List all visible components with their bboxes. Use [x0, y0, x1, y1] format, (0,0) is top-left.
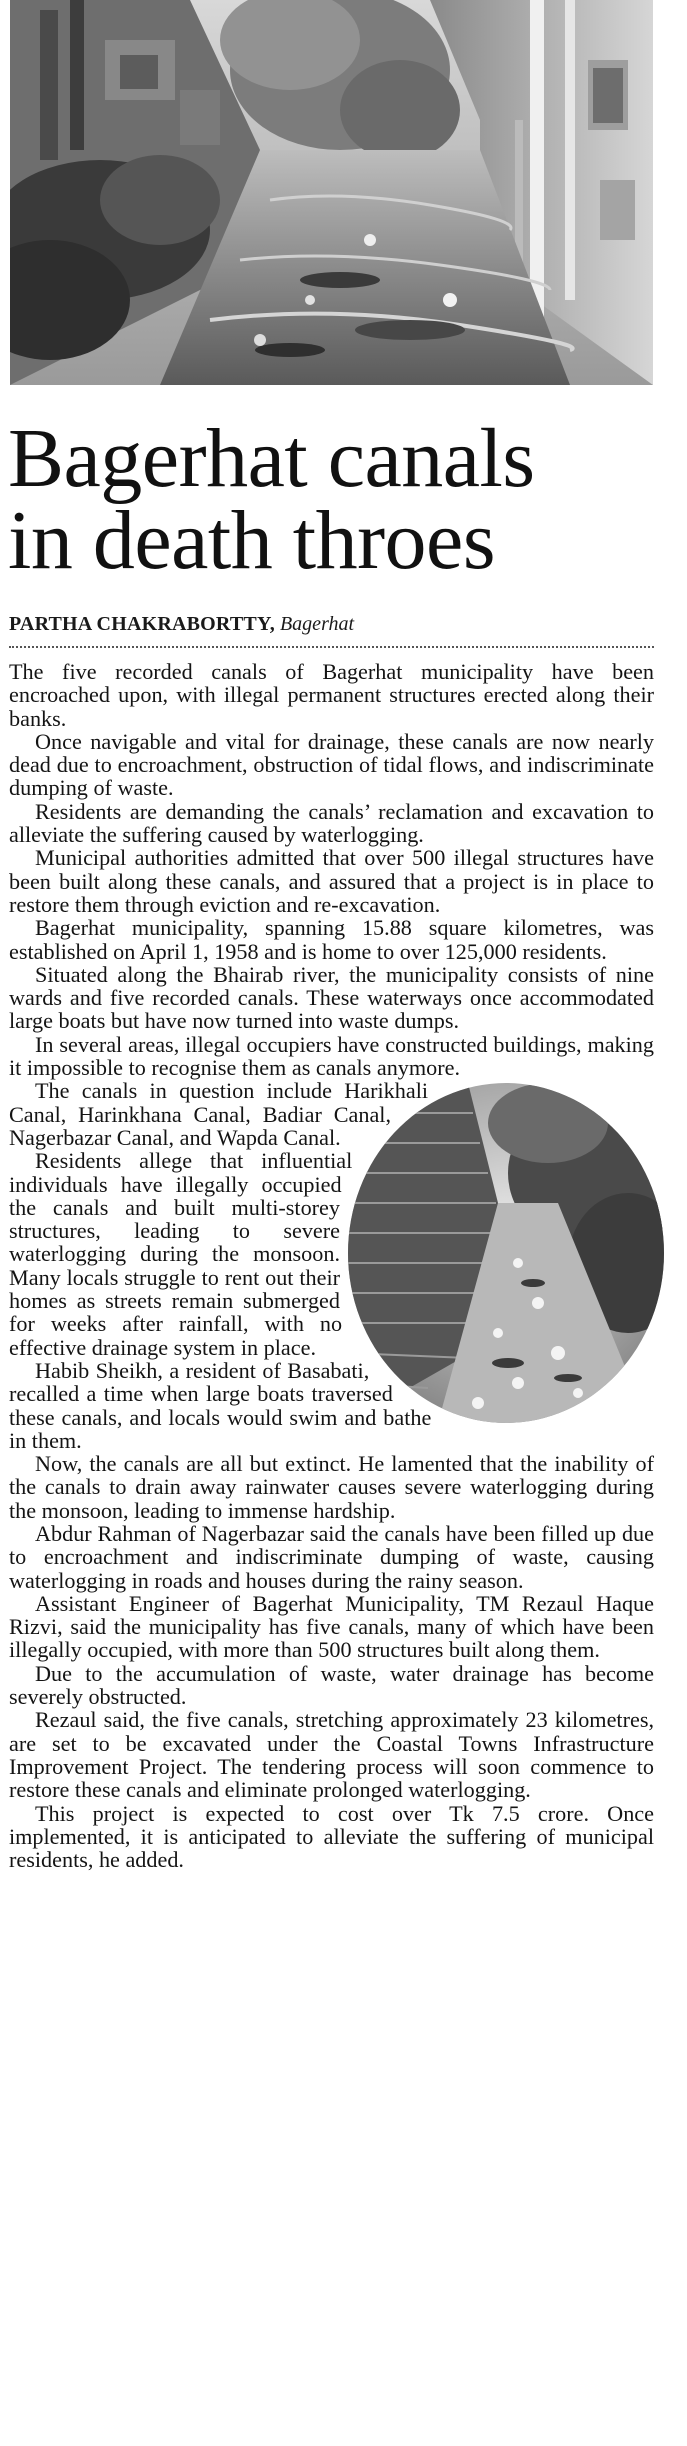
- article-paragraph: Bagerhat municipality, spanning 15.88 square kilometres, was established on April 1, 1958 and is home to over 125,000 residents.: [9, 915, 654, 964]
- article-paragraph: Now, the canals are all but extinct. He lamented that the inability of the canals to drain away rainwater causes severe waterlogging during the monsoon, leading to immense hardship.: [9, 1451, 654, 1523]
- article-paragraph: The five recorded canals of Bagerhat municipality have been encroached upon, with illegal permanent structures erected along their banks.: [9, 659, 654, 731]
- article-paragraph: The canals in question include Harikhali Canal, Harinkhana Canal, Badiar Canal, Nagerbazar Canal, and Wapda Canal.: [9, 1078, 429, 1150]
- article-paragraph: In several areas, illegal occupiers have constructed buildings, making it impossible to recognise them as canals anymore.: [9, 1031, 654, 1081]
- article-paragraph: Habib Sheikh, a resident of Basabati, recalled a time when large boats traversed these canals, and locals would swim and bathe in them.: [9, 1357, 432, 1453]
- byline-place: Bagerhat: [279, 613, 355, 635]
- article-paragraph: Rezaul said, the five canals, stretching approximately 23 kilometres, are set to be excavated under the Coastal Towns Infrastructure Improvement Project. The tendering process will soon commence to restore these canals and eliminate prolonged waterlogging.: [9, 1707, 654, 1803]
- article-paragraph: Once navigable and vital for drainage, these canals are now nearly dead due to encroachment, obstruction of tidal flows, and indiscriminate dumping of waste.: [9, 728, 654, 801]
- headline: [8, 412, 668, 587]
- article-paragraph: This project is expected to cost over Tk 7.5 crore. Once implemented, it is anticipated to alleviate the suffering of municipal residents, he added.: [9, 1800, 654, 1873]
- article-paragraph: Situated along the Bhairab river, the municipality consists of nine wards and five recorded canals. These waterways once accommodated large boats but have now turned into waste dumps.: [9, 961, 654, 1034]
- article-paragraph: Due to the accumulation of waste, water drainage has become severely obstructed.: [9, 1660, 654, 1710]
- article-paragraph: Residents are demanding the canals’ reclamation and excavation to alleviate the suffering caused by waterlogging.: [9, 798, 654, 848]
- byline-author: PARTHA CHAKRABORTTY,: [9, 613, 275, 635]
- article-paragraph: Residents allege that influential individuals have illegally occupied the canals and built multi-storey structures, leading to severe waterlogging during the monsoon. Many locals struggle to rent out their homes as streets remain submerged for weeks after rainfall, with no effective drainage system in place.: [9, 1148, 353, 1360]
- article-paragraph: Abdur Rahman of Nagerbazar said the canals have been filled up due to encroachment and indiscriminate dumping of waste, causing waterlogging in roads and houses during the rainy season.: [9, 1520, 654, 1593]
- article-body: [9, 660, 654, 1871]
- headline-line-1: Bagerhat canals: [8, 412, 535, 505]
- headline-line-2: in death throes: [8, 494, 496, 587]
- canal-photo-top: [10, 0, 653, 385]
- article-paragraph: Municipal authorities admitted that over 500 illegal structures have been built along these canals, and assured that a project is in place to restore them through eviction and re-excavation.: [9, 845, 654, 917]
- byline-divider: [9, 646, 654, 648]
- canal-photo-inset: [348, 1083, 664, 1423]
- article-paragraph: Assistant Engineer of Bagerhat Municipality, TM Rezaul Haque Rizvi, said the municipality has five canals, many of which have been illegally occupied, with more than 500 structures built along them.: [9, 1590, 654, 1663]
- byline: [9, 612, 659, 636]
